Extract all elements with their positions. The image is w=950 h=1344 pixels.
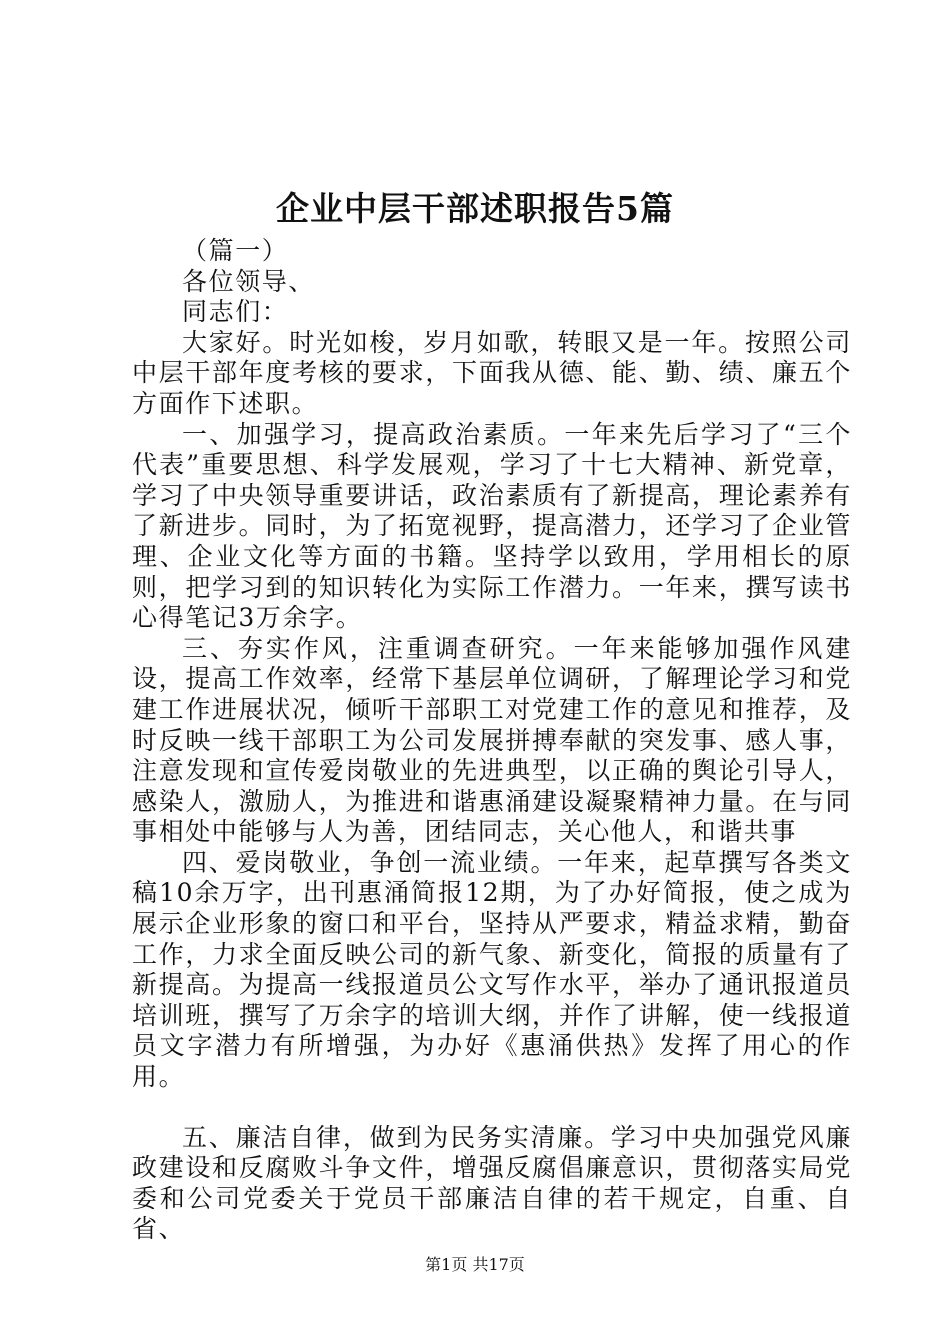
section-label: （篇一） xyxy=(182,236,289,265)
page-number: 第1页 共17页 xyxy=(425,1255,525,1274)
salutation-comrades: 同志们： xyxy=(182,297,289,327)
paragraph-study: 一、加强学习，提高政治素质。一年来先后学习了“三个代表”重要思想、科学发展观，学习了十七大精神、新党章，学习了中央领导重要讲话，政治素质有了新提高，理论素养有了新进步。同时，为了拓宽视野，提高潜力，还学习了企业管理、企业文化等方面的书籍。坚持学以致用，学用相长的原则，把学习到的知识转化为实际工作潜力。一年来，撰写读书心得笔记3万余字。 xyxy=(132,419,852,633)
paragraph-intro: 大家好。时光如梭，岁月如歌，转眼又是一年。按照公司中层干部年度考核的要求，下面我从德、能、勤、绩、廉五个方面作下述职。 xyxy=(132,327,852,418)
salutation-leaders: 各位领导、 xyxy=(182,266,316,296)
document-title: 企业中层干部述职报告5篇 xyxy=(276,189,674,228)
document-body xyxy=(132,236,852,1245)
paragraph-integrity: 五、廉洁自律，做到为民务实清廉。学习中央加强党风廉政建设和反腐败斗争文件，增强反腐倡廉意识，贯彻落实局党委和公司党委关于党员干部廉洁自律的若干规定，自重、自省、 xyxy=(132,1122,852,1244)
paragraph-style: 三、夯实作风，注重调查研究。一年来能够加强作风建设，提高工作效率，经常下基层单位调研，了解理论学习和党建工作进展状况，倾听干部职工对党建工作的意见和推荐，及时反映一线干部职工为公司发展拼搏奉献的突发事、感人事，注意发现和宣传爱岗敬业的先进典型，以正确的舆论引导人，感染人，激励人，为推进和谐惠涌建设凝聚精神力量。在与同事相处中能够与人为善，团结同志，关心他人，和谐共事 xyxy=(132,633,852,847)
paragraph-dedication: 四、爱岗敬业，争创一流业绩。一年来，起草撰写各类文稿10余万字，出刊惠涌简报12期，为了办好简报，使之成为展示企业形象的窗口和平台，坚持从严要求，精益求精，勤奋工作，力求全面反映公司的新气象、新变化，简报的质量有了新提高。为提高一线报道员公文写作水平，举办了通讯报道员培训班，撰写了万余字的培训大纲，并作了讲解，使一线报道员文字潜力有所增强，为办好《惠涌供热》发挥了用心的作用。 xyxy=(132,847,852,1092)
